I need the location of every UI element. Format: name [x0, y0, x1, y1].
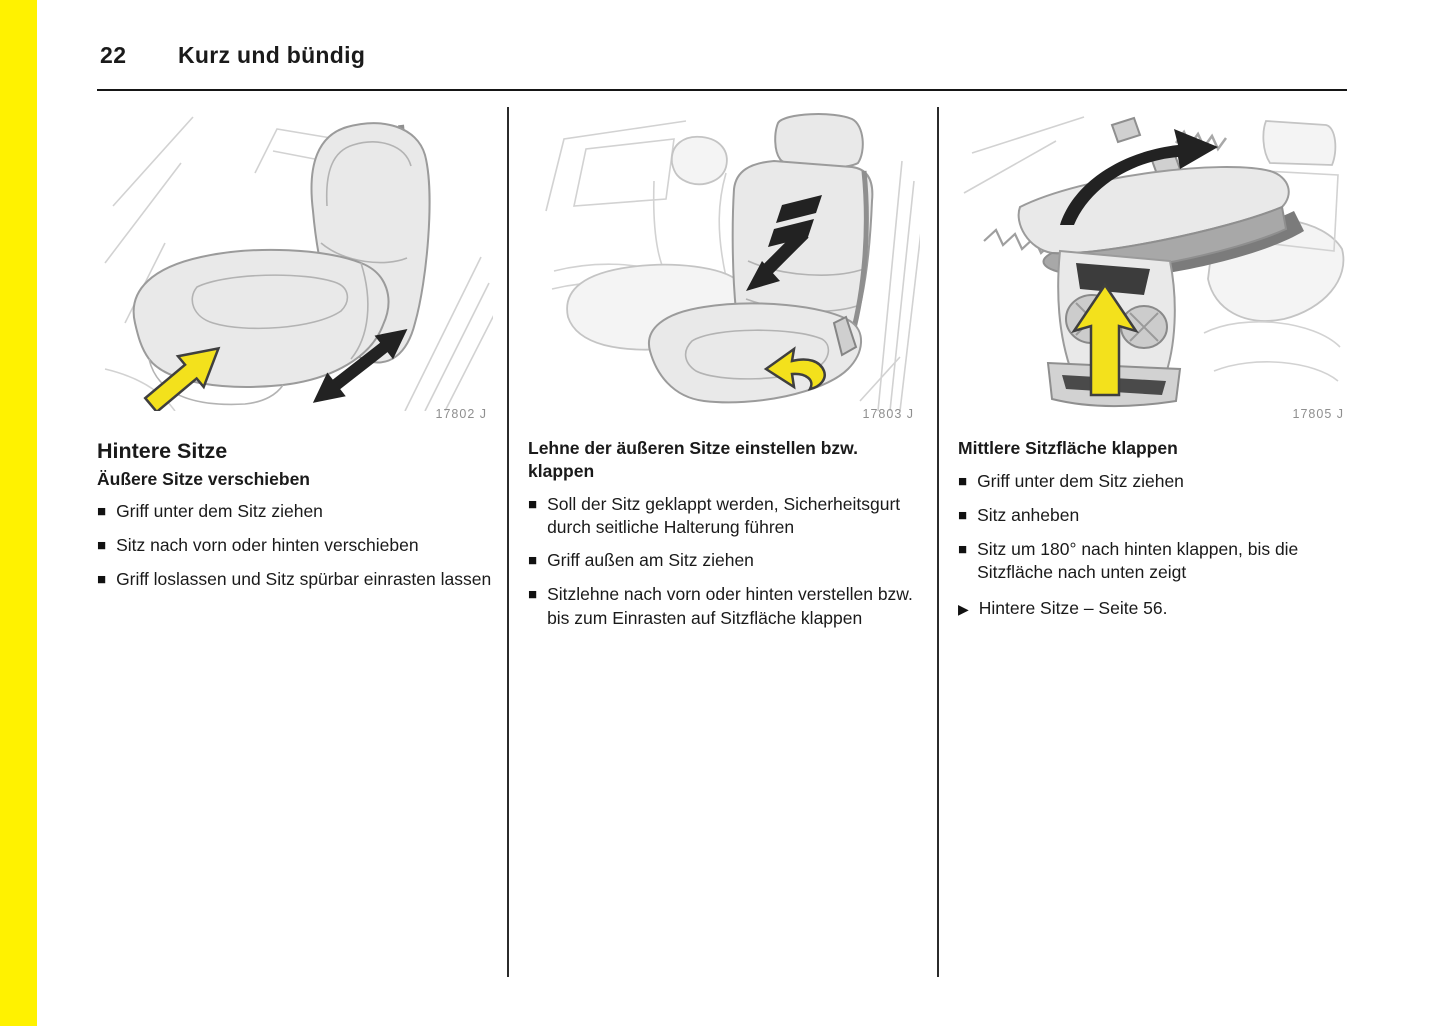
bullet-square-icon: ■ — [528, 552, 538, 570]
figure-seat-slide — [97, 107, 493, 425]
rear-seat-slide-illustration — [97, 111, 493, 411]
bullet-square-icon: ■ — [97, 537, 107, 555]
reference-text: Hintere Sitze – Seite 56. — [978, 597, 1168, 618]
list-item-text: Griff loslassen und Sitz spürbar einrasten lassen — [116, 569, 492, 590]
column-title: Mittlere Sitzfläche klappen — [958, 438, 1178, 458]
list-item — [528, 549, 920, 573]
figure-caption: 17802 J — [435, 407, 487, 421]
figure-backrest-fold — [528, 107, 920, 425]
bullet-square-icon: ■ — [958, 472, 968, 490]
column-title: Hintere Sitze — [97, 439, 228, 463]
list-item-text: Griff unter dem Sitz ziehen — [977, 470, 1184, 491]
center-seat-fold-illustration — [958, 111, 1350, 411]
figure-caption: 17803 J — [862, 407, 914, 421]
headrest — [775, 114, 863, 168]
list-item — [528, 493, 920, 540]
list-item — [97, 534, 493, 558]
list-item — [958, 538, 1350, 585]
list-item-text: Sitz nach vorn oder hinten verschieben — [116, 535, 419, 556]
figure-center-seat-fold — [958, 107, 1350, 425]
list-item-text: Soll der Sitz geklappt werden, Sicherheitsgurt durch seitliche Halterung führen — [547, 493, 901, 537]
column-hintere-sitze — [97, 107, 493, 602]
column-divider — [507, 107, 509, 977]
list-item-text: Griff außen am Sitz ziehen — [547, 550, 754, 571]
list-item — [97, 500, 493, 524]
list-item-text: Griff unter dem Sitz ziehen — [116, 501, 323, 522]
column-subtitle: Äußere Sitze verschieben — [97, 468, 310, 489]
list-item-text: Sitzlehne nach vorn oder hinten verstellen bzw. bis zum Einrasten auf Sitzfläche klappen — [547, 584, 913, 628]
bullet-square-icon: ■ — [97, 503, 107, 521]
yellow-edge-bar — [0, 0, 37, 1026]
list-item-text: Sitz um 180° nach hinten klappen, bis die Sitzfläche nach unten zeigt — [977, 538, 1299, 583]
reference-arrow-icon: ▶ — [958, 600, 969, 617]
column-title: Lehne der äußeren Sitze einstellen bzw. klappen — [528, 438, 858, 481]
instruction-list — [528, 493, 920, 631]
header-rule — [97, 89, 1347, 91]
bullet-square-icon: ■ — [958, 540, 968, 558]
bullet-square-icon: ■ — [958, 506, 968, 524]
instruction-list — [97, 500, 493, 592]
bullet-square-icon: ■ — [97, 571, 107, 589]
figure-caption: 17805 J — [1292, 407, 1344, 421]
bullet-square-icon: ■ — [528, 495, 538, 513]
column-lehne-einstellen — [528, 107, 920, 640]
left-seat-headrest — [672, 137, 727, 184]
list-item — [97, 568, 493, 592]
column-mittlere-sitzflaeche — [958, 107, 1350, 621]
list-item-text: Sitz anheben — [977, 504, 1080, 525]
seat-cushion — [649, 303, 861, 402]
instruction-list — [958, 470, 1350, 585]
list-item — [958, 504, 1350, 528]
column-divider — [937, 107, 939, 977]
list-item — [528, 583, 920, 630]
backrest-fold-illustration — [528, 111, 920, 411]
list-item — [958, 470, 1350, 494]
bullet-square-icon: ■ — [528, 586, 538, 604]
page-title: Kurz und bündig — [178, 42, 366, 68]
page-number: 22 — [100, 42, 127, 68]
cross-reference — [958, 597, 1350, 622]
